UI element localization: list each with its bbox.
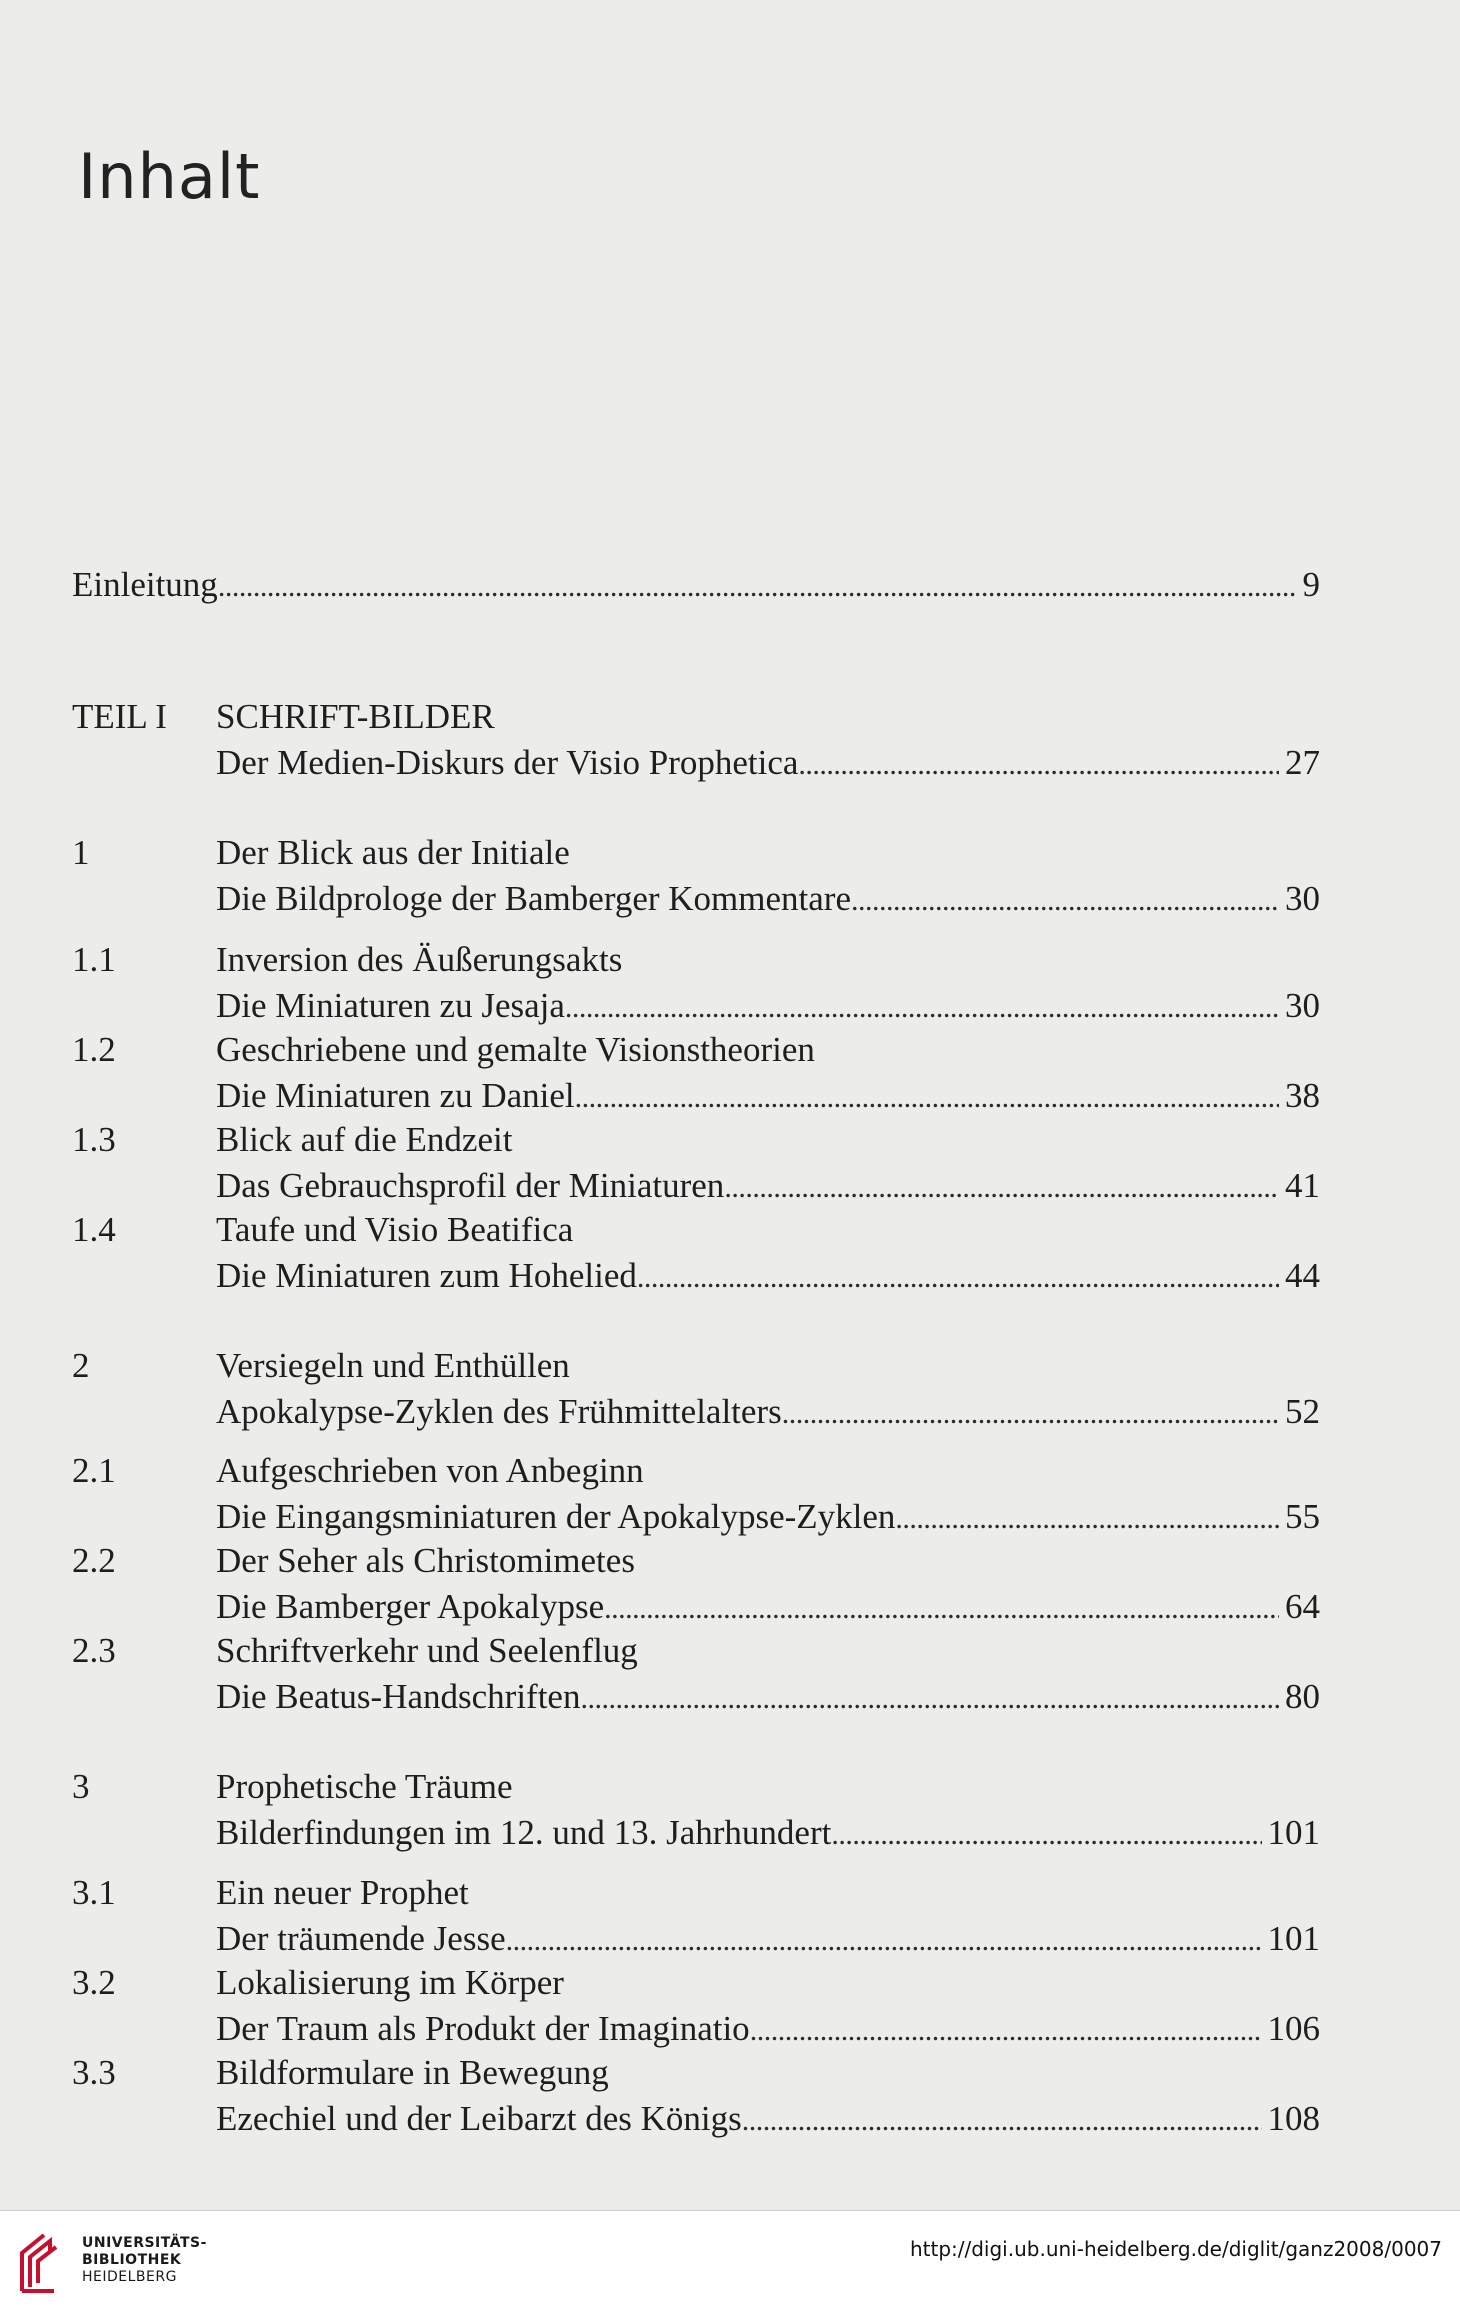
toc-subtitle: Die Miniaturen zu Daniel xyxy=(216,1076,575,1115)
toc-subtitle-line xyxy=(0,2096,1460,2142)
toc-leader-line xyxy=(216,1674,1320,1722)
toc-leader-line xyxy=(216,1073,1320,1121)
toc-title: Versiegeln und Enthüllen xyxy=(216,1346,570,1385)
toc-leader-line xyxy=(216,740,1320,788)
dot-leader xyxy=(575,1073,1279,1121)
section-number: 3.3 xyxy=(72,2053,116,2092)
dot-leader xyxy=(580,1674,1279,1722)
section-number: 1 xyxy=(72,833,90,872)
toc-subtitle-line xyxy=(0,1253,1460,1299)
toc-subtitle: Der Medien-Diskurs der Visio Prophetica xyxy=(216,743,799,782)
toc-leader-line xyxy=(216,1810,1320,1858)
toc-entry xyxy=(0,1343,1460,1389)
part-number: TEIL I xyxy=(72,697,167,736)
library-logo-icon xyxy=(14,2231,76,2293)
page-number: 106 xyxy=(1267,2009,1320,2048)
toc-subtitle-line xyxy=(0,1916,1460,1962)
section-number: 3 xyxy=(72,1767,90,1806)
toc-part-heading xyxy=(0,694,1460,740)
toc-title: Der Seher als Christomimetes xyxy=(216,1541,635,1580)
toc-title: Aufgeschrieben von Anbeginn xyxy=(216,1451,644,1490)
section-number: 2.1 xyxy=(72,1451,116,1490)
toc-subtitle: Der Traum als Produkt der Imaginatio xyxy=(216,2009,750,2048)
dot-leader xyxy=(831,1810,1261,1858)
toc-entry xyxy=(0,1628,1460,1674)
dot-leader xyxy=(724,1163,1279,1211)
toc-subtitle-line xyxy=(0,1584,1460,1630)
toc-entry xyxy=(0,1764,1460,1810)
viewer-footer xyxy=(0,2210,1460,2316)
permalink-url[interactable]: http://digi.ub.uni-heidelberg.de/diglit/ganz2008/0007 xyxy=(909,2237,1442,2261)
toc-subtitle-line xyxy=(0,1389,1460,1435)
toc-title: Inversion des Äußerungsakts xyxy=(216,940,623,979)
dot-leader xyxy=(798,740,1279,788)
toc-subtitle: Ezechiel und der Leibarzt des Königs xyxy=(216,2099,742,2138)
toc-entry xyxy=(0,1207,1460,1253)
library-name-line: HEIDELBERG xyxy=(82,2269,177,2285)
toc-subtitle-line xyxy=(0,1494,1460,1540)
dot-leader xyxy=(750,2006,1262,2054)
toc-leader-line xyxy=(216,876,1320,924)
page-number: 30 xyxy=(1285,986,1320,1025)
section-number: 1.2 xyxy=(72,1030,116,1069)
toc-subtitle-line xyxy=(0,1674,1460,1720)
library-name-line: BIBLIOTHEK xyxy=(82,2252,182,2268)
dot-leader xyxy=(565,983,1279,1031)
page-number: 30 xyxy=(1285,879,1320,918)
toc-subtitle: Die Miniaturen zu Jesaja xyxy=(216,986,565,1025)
dot-leader xyxy=(218,562,1297,610)
toc-subtitle: Die Miniaturen zum Hohelied xyxy=(216,1256,637,1295)
section-number: 2 xyxy=(72,1346,90,1385)
toc-entry xyxy=(0,1448,1460,1494)
toc-subtitle-line xyxy=(0,876,1460,922)
toc-title: Ein neuer Prophet xyxy=(216,1873,469,1912)
dot-leader xyxy=(506,1916,1262,1964)
toc-entry xyxy=(0,1960,1460,2006)
section-number: 1.1 xyxy=(72,940,116,979)
toc-subtitle: Bilderfindungen im 12. und 13. Jahrhundert xyxy=(216,1813,832,1852)
section-number: 1.4 xyxy=(72,1210,116,1249)
toc-subtitle-line xyxy=(0,2006,1460,2052)
page-number: 55 xyxy=(1285,1497,1320,1536)
page-number: 9 xyxy=(1302,565,1320,604)
toc-entry-intro xyxy=(0,562,1460,608)
dot-leader xyxy=(742,2096,1262,2144)
toc-subtitle: Der träumende Jesse xyxy=(216,1919,506,1958)
toc-title: Prophetische Träume xyxy=(216,1767,513,1806)
toc-leader-line xyxy=(216,1584,1320,1632)
page-number: 101 xyxy=(1267,1919,1320,1958)
toc-subtitle-line xyxy=(0,1163,1460,1209)
toc-entry xyxy=(0,937,1460,983)
toc-title: SCHRIFT-BILDER xyxy=(216,697,495,736)
library-name xyxy=(82,2235,207,2286)
toc-entry xyxy=(0,830,1460,876)
page-number: 80 xyxy=(1285,1677,1320,1716)
toc-leader-line xyxy=(216,983,1320,1031)
section-number: 2.3 xyxy=(72,1631,116,1670)
toc-leader-line xyxy=(216,2006,1320,2054)
dot-leader xyxy=(637,1253,1279,1301)
toc-title: Einleitung xyxy=(72,565,218,604)
section-number: 1.3 xyxy=(72,1120,116,1159)
toc-subtitle-line xyxy=(0,740,1460,786)
toc-subtitle: Die Beatus-Handschriften xyxy=(216,1677,581,1716)
toc-leader-line xyxy=(216,1389,1320,1437)
library-name-line: UNIVERSITÄTS- xyxy=(82,2235,207,2251)
page-number: 52 xyxy=(1285,1392,1320,1431)
toc-leader-line xyxy=(216,1163,1320,1211)
toc-subtitle-line xyxy=(0,1810,1460,1856)
toc-leader-line xyxy=(216,2096,1320,2144)
toc-title: Schriftverkehr und Seelenflug xyxy=(216,1631,638,1670)
toc-title: Der Blick aus der Initiale xyxy=(216,833,570,872)
page-title: Inhalt xyxy=(78,140,261,213)
toc-subtitle-line xyxy=(0,1073,1460,1119)
page-number: 64 xyxy=(1285,1587,1320,1626)
toc-title: Geschriebene und gemalte Visionstheorien xyxy=(216,1030,815,1069)
toc-entry xyxy=(0,2050,1460,2096)
toc-subtitle: Apokalypse-Zyklen des Frühmittelalters xyxy=(216,1392,782,1431)
toc-entry xyxy=(0,1538,1460,1584)
toc-subtitle: Das Gebrauchsprofil der Miniaturen xyxy=(216,1166,725,1205)
page-number: 108 xyxy=(1267,2099,1320,2138)
toc-subtitle: Die Eingangsminiaturen der Apokalypse-Zyklen xyxy=(216,1497,896,1536)
dot-leader xyxy=(851,876,1279,924)
section-number: 3.1 xyxy=(72,1873,116,1912)
dot-leader xyxy=(604,1584,1279,1632)
toc-entry xyxy=(0,1117,1460,1163)
toc-subtitle: Die Bamberger Apokalypse xyxy=(216,1587,605,1626)
toc-title: Lokalisierung im Körper xyxy=(216,1963,564,2002)
dot-leader xyxy=(895,1494,1279,1542)
toc-title: Taufe und Visio Beatifica xyxy=(216,1210,574,1249)
dot-leader xyxy=(782,1389,1279,1437)
section-number: 3.2 xyxy=(72,1963,116,2002)
toc-subtitle: Die Bildprologe der Bamberger Kommentare xyxy=(216,879,851,918)
page-number: 41 xyxy=(1285,1166,1320,1205)
page-number: 38 xyxy=(1285,1076,1320,1115)
page-number: 101 xyxy=(1267,1813,1320,1852)
toc-entry xyxy=(0,1870,1460,1916)
page-number: 44 xyxy=(1285,1256,1320,1295)
toc-title: Blick auf die Endzeit xyxy=(216,1120,513,1159)
toc-leader-line xyxy=(72,562,1320,610)
toc-entry xyxy=(0,1027,1460,1073)
toc-leader-line xyxy=(216,1494,1320,1542)
toc-title: Bildformulare in Bewegung xyxy=(216,2053,609,2092)
page-number: 27 xyxy=(1285,743,1320,782)
section-number: 2.2 xyxy=(72,1541,116,1580)
toc-subtitle-line xyxy=(0,983,1460,1029)
toc-leader-line xyxy=(216,1916,1320,1964)
toc-leader-line xyxy=(216,1253,1320,1301)
